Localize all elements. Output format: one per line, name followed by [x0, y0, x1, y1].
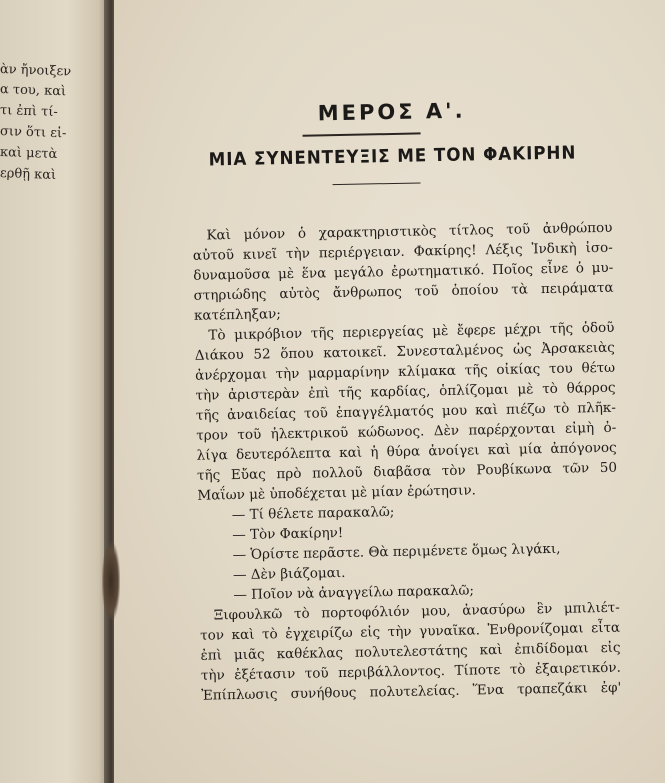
text-line: τον καὶ τὸ ἐγχειρίζω εἰς τὴν γυναῖκα. Ἐνθρονίζομαι εἶτα [200, 619, 621, 644]
dialogue-line: — Τί θέλετε παρακαλῶ; [231, 504, 395, 524]
text-line: Τὸ μικρόβιον τῆς περιεργείας μὲ ἔφερε μέχρι τῆς ὁδοῦ [208, 319, 615, 344]
text-line: στηριώδης αὐτὸς ἄνθρωπος τοῦ ὁποίου τὰ πειράματα [193, 279, 614, 304]
title-rule [333, 182, 421, 185]
right-page [114, 0, 665, 783]
text-line: Ξιφουλκῶ τὸ πορτοφόλιόν μου, ἀνασύρω ἓν μπιλιέτ- [213, 599, 620, 624]
left-page-line: α του, καὶ [0, 82, 67, 100]
chapter-title: ΜΙΑ ΣΥΝΕΝΤΕΥΞΙΣ ΜΕ ΤΟΝ ΦΑΚΙΡΗΝ [208, 142, 577, 171]
section-heading: ΜΕΡΟΣ Α'. [317, 98, 466, 126]
dialogue-line: — Ποῖον νὰ ἀναγγείλω παρακαλῶ; [233, 582, 475, 604]
text-line: κατέπληξαν; [193, 306, 282, 324]
left-page-line: ερθῇ καὶ [0, 166, 57, 183]
text-line: τῆς ἀναιδείας τοῦ ἐπαγγέλματός μου καὶ πιέζω τὸ πλῆκ- [195, 399, 617, 424]
text-line: τὴν ἀριστερὰν ἐπὶ τῆς καρδίας, ὁπλίζομαι μὲ τὸ θάρρος [195, 379, 616, 404]
left-page [0, 0, 112, 783]
text-line: ἀνέρχομαι τὴν μαρμαρίνην κλίμακα τῆς οἰκίας του θέτω [195, 359, 616, 384]
left-page-line: τι ἐπὶ τί- [0, 103, 59, 121]
text-line: τρον τοῦ ἠλεκτρικοῦ κώδωνος. Δὲν παρέρχονται εἰμὴ ὀ- [196, 419, 617, 444]
page-stain [102, 542, 120, 620]
dialogue-line: — Τὸν Φακίρην! [232, 524, 344, 544]
text-line: λίγα δευτερόλεπτα καὶ ἡ θύρα ἀνοίγει καὶ μία ἀπόγονος [196, 439, 617, 464]
text-line: τῆς Εὔας πρὸ πολλοῦ διαβᾶσα τὸν Ρουβίκωνα τῶν 50 [196, 459, 618, 484]
text-line: ἐπὶ μιᾶς καθέκλας πολυτελεστάτης καὶ ἐπιδίδομαι εἰς [200, 639, 621, 664]
left-page-line: σιν ὅτι εἰ- [0, 124, 67, 142]
dialogue-line: — Ὁρίστε περᾶστε. Θὰ περιμένετε ὅμως λιγάκι, [232, 540, 561, 564]
text-line: τὴν ἐξέτασιν τοῦ περιβάλλοντος. Τίποτε τὸ ἐξαιρετικόν. [200, 659, 622, 684]
heading-rule [303, 132, 421, 136]
text-line: Καὶ μόνον ὁ χαρακτηριστικὸς τίτλος τοῦ ἀνθρώπου [206, 219, 613, 244]
text-line: Μαΐων μὲ ὑποδέχεται μὲ μίαν ἐρώτησιν. [197, 482, 477, 504]
left-page-line: ὰν ἤνοιξεν [0, 62, 72, 80]
left-page-line: καὶ μετὰ [0, 145, 58, 162]
text-line: δυναμοῦσα μὲ ἕνα μεγάλο ἐρωτηματικό. Ποῖος εἶνε ὁ μυ- [193, 259, 614, 284]
text-line: Διάκου 52 ὅπου κατοικεῖ. Συνεσταλμένος ὡς Ἀρσακειὰς [194, 339, 615, 364]
page-content [114, 0, 665, 783]
text-line: Ἐπίπλωσις συνήθους πολυτελείας. Ἕνα τραπεζάκι ἐφ' [201, 679, 622, 704]
text-line: αὐτοῦ κινεῖ τὴν περιέργειαν. Φακίρης! Λέξις Ἰνδικὴ ἰσο- [192, 239, 613, 264]
dialogue-line: — Δὲν βιάζομαι. [232, 564, 346, 584]
